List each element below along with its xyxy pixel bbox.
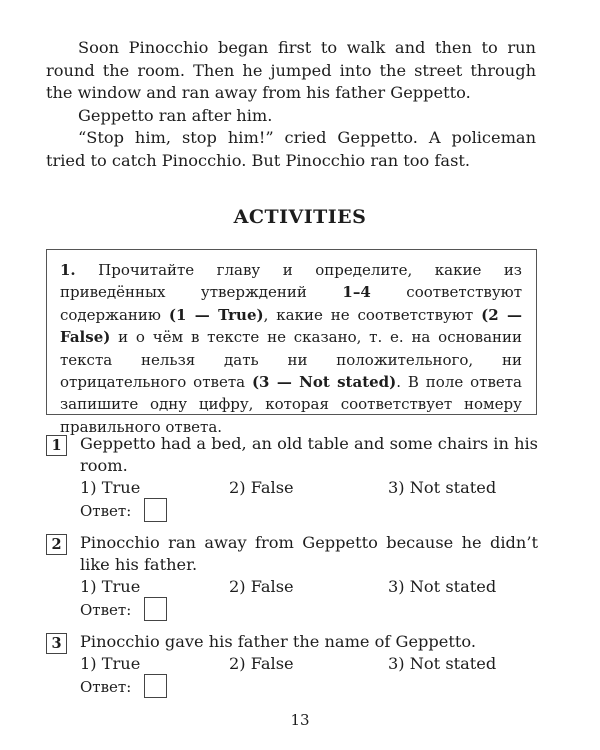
answer-label: Ответ: [80, 601, 132, 619]
story-paragraph: Soon Pinocchio began first to walk and then to run round the room. Then he jumped into the street through the window and ran away from his father Geppetto. [46, 38, 536, 102]
question-options [46, 477, 538, 499]
activities-heading: ACTIVITIES [233, 206, 367, 228]
answer-field[interactable] [144, 597, 167, 621]
option-true: 1) True [80, 478, 141, 497]
option-not-stated: 3) Not stated [388, 478, 497, 497]
option-false: 2) False [229, 478, 294, 497]
question-options [46, 653, 538, 675]
question-number-box: 3 [46, 633, 67, 654]
story-paragraph: “Stop him, stop him!” cried Geppetto. A policeman tried to catch Pinocchio. But Pinocchio ran too fast. [46, 128, 536, 170]
answer-field[interactable] [144, 674, 167, 698]
option-true: 1) True [80, 654, 141, 673]
question-options [46, 576, 538, 598]
answer-row [46, 499, 538, 525]
answer-row [46, 675, 538, 701]
story-text [46, 37, 536, 172]
option-not-stated: 3) Not stated [388, 577, 497, 596]
task-instructions: 1. Прочитайте главу и определите, какие из приведённых утверждений 1–4 соответствуют содержанию (1 — True), какие не соответствуют (2 — False) и о чём в тексте не сказано, т. е. на основании текста нельзя дать ни положительного, ни отрицательного ответа (3 — Not stated). В поле ответа запишите одну цифру, которая соответствует номеру правильного ответа. [60, 261, 523, 436]
task-instructions-box [46, 249, 537, 436]
question-number-box: 2 [46, 534, 67, 555]
option-not-stated: 3) Not stated [388, 654, 497, 673]
question-text: Pinocchio gave his father the name of Geppetto. [80, 632, 476, 651]
option-true: 1) True [80, 577, 141, 596]
question-text: Pinocchio ran away from Geppetto because he didn’t like his father. [80, 533, 538, 574]
answer-field[interactable] [144, 498, 167, 522]
story-paragraph: Geppetto ran after him. [78, 105, 273, 125]
answer-row [46, 598, 538, 624]
question-1 [46, 433, 538, 525]
option-false: 2) False [229, 577, 294, 596]
question-text: Geppetto had a bed, an old table and some chairs in his room. [80, 434, 538, 475]
question-number-box: 1 [46, 435, 67, 456]
task-number: 1. [60, 261, 76, 279]
page-number: 13 [290, 711, 310, 729]
question-2 [46, 532, 538, 624]
option-false: 2) False [229, 654, 294, 673]
answer-label: Ответ: [80, 678, 132, 696]
answer-label: Ответ: [80, 502, 132, 520]
question-3 [46, 631, 538, 701]
